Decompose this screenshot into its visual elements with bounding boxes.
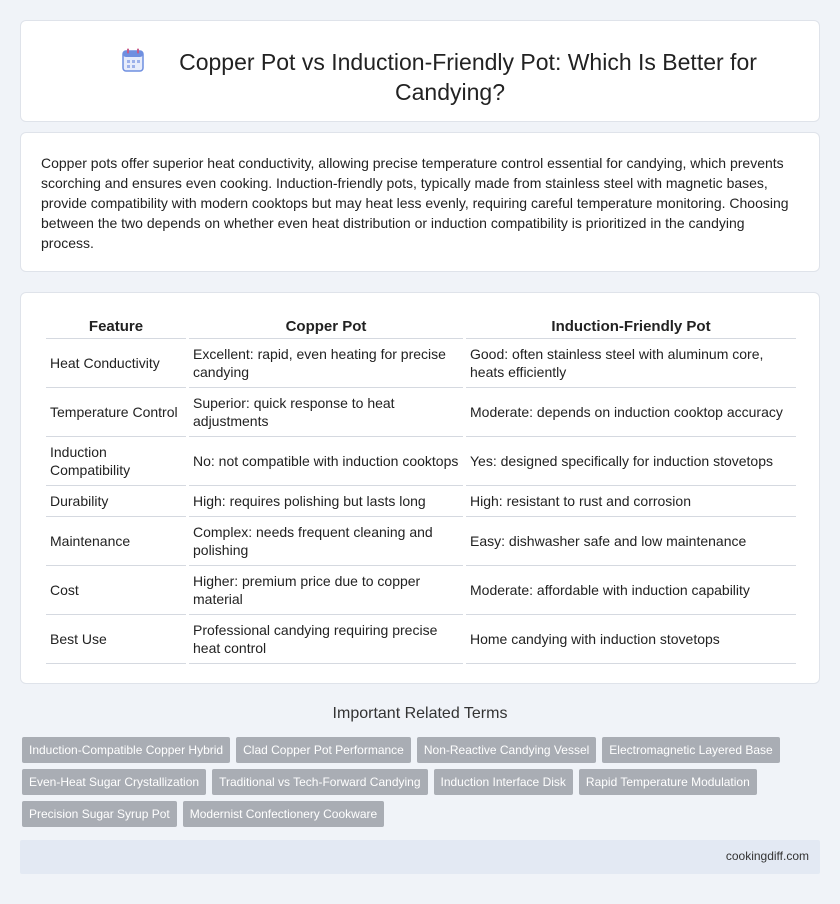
related-term-tag[interactable]: Modernist Confectionery Cookware	[183, 801, 384, 827]
comparison-table	[43, 315, 799, 664]
induction-cell: High: resistant to rust and corrosion	[466, 486, 796, 517]
copper-cell: Higher: premium price due to copper material	[189, 566, 463, 615]
related-term-tag[interactable]: Traditional vs Tech-Forward Candying	[212, 769, 427, 795]
feature-cell: Maintenance	[46, 517, 186, 566]
related-term-tag[interactable]: Electromagnetic Layered Base	[602, 737, 779, 763]
induction-cell: Moderate: affordable with induction capability	[466, 566, 796, 615]
footer-site-link[interactable]: cookingdiff.com	[725, 849, 809, 863]
feature-cell: Induction Compatibility	[46, 437, 186, 486]
intro-paragraph: Copper pots offer superior heat conductivity, allowing precise temperature control essential for candying, which prevents scorching and ensures even cooking. Induction-friendly pots, typically made from stainless steel with magnetic bases, provide compatibility with modern cooktops but may heat less evenly, requiring careful temperature monitoring. Choosing between the two depends on whether even heat distribution or induction compatibility is prioritized in the candying process.	[41, 155, 789, 251]
table-row	[46, 388, 796, 437]
title-card	[20, 20, 820, 122]
induction-cell: Yes: designed specifically for induction stovetops	[466, 437, 796, 486]
copper-cell: No: not compatible with induction cooktops	[189, 437, 463, 486]
induction-cell: Good: often stainless steel with aluminum core, heats efficiently	[466, 339, 796, 388]
copper-cell: Complex: needs frequent cleaning and polishing	[189, 517, 463, 566]
related-term-tag[interactable]: Even-Heat Sugar Crystallization	[22, 769, 206, 795]
copper-cell: High: requires polishing but lasts long	[189, 486, 463, 517]
related-terms-list	[22, 737, 822, 827]
table-row	[46, 566, 796, 615]
related-terms-title: Important Related Terms	[332, 705, 508, 722]
related-term-tag[interactable]: Induction-Compatible Copper Hybrid	[22, 737, 230, 763]
feature-cell: Heat Conductivity	[46, 339, 186, 388]
header-feature: Feature	[46, 315, 186, 339]
table-header-row	[46, 315, 796, 339]
table-row	[46, 437, 796, 486]
related-term-tag[interactable]: Induction Interface Disk	[434, 769, 573, 795]
induction-cell: Easy: dishwasher safe and low maintenance	[466, 517, 796, 566]
feature-cell: Durability	[46, 486, 186, 517]
page-title: Copper Pot vs Induction-Friendly Pot: Which Is Better for Candying?	[179, 49, 757, 105]
comparison-card	[20, 292, 820, 684]
header-induction-pot: Induction-Friendly Pot	[466, 315, 796, 339]
related-term-tag[interactable]: Clad Copper Pot Performance	[236, 737, 411, 763]
header-copper-pot: Copper Pot	[189, 315, 463, 339]
related-term-tag[interactable]: Rapid Temperature Modulation	[579, 769, 757, 795]
footer	[20, 840, 820, 874]
copper-cell: Excellent: rapid, even heating for precise candying	[189, 339, 463, 388]
induction-cell: Moderate: depends on induction cooktop accuracy	[466, 388, 796, 437]
table-row	[46, 517, 796, 566]
copper-cell: Superior: quick response to heat adjustments	[189, 388, 463, 437]
table-row	[46, 615, 796, 664]
intro-card	[20, 132, 820, 272]
feature-cell: Cost	[46, 566, 186, 615]
feature-cell: Best Use	[46, 615, 186, 664]
induction-cell: Home candying with induction stovetops	[466, 615, 796, 664]
copper-cell: Professional candying requiring precise heat control	[189, 615, 463, 664]
table-row	[46, 486, 796, 517]
related-term-tag[interactable]: Precision Sugar Syrup Pot	[22, 801, 177, 827]
related-term-tag[interactable]: Non-Reactive Candying Vessel	[417, 737, 596, 763]
feature-cell: Temperature Control	[46, 388, 186, 437]
table-row	[46, 339, 796, 388]
